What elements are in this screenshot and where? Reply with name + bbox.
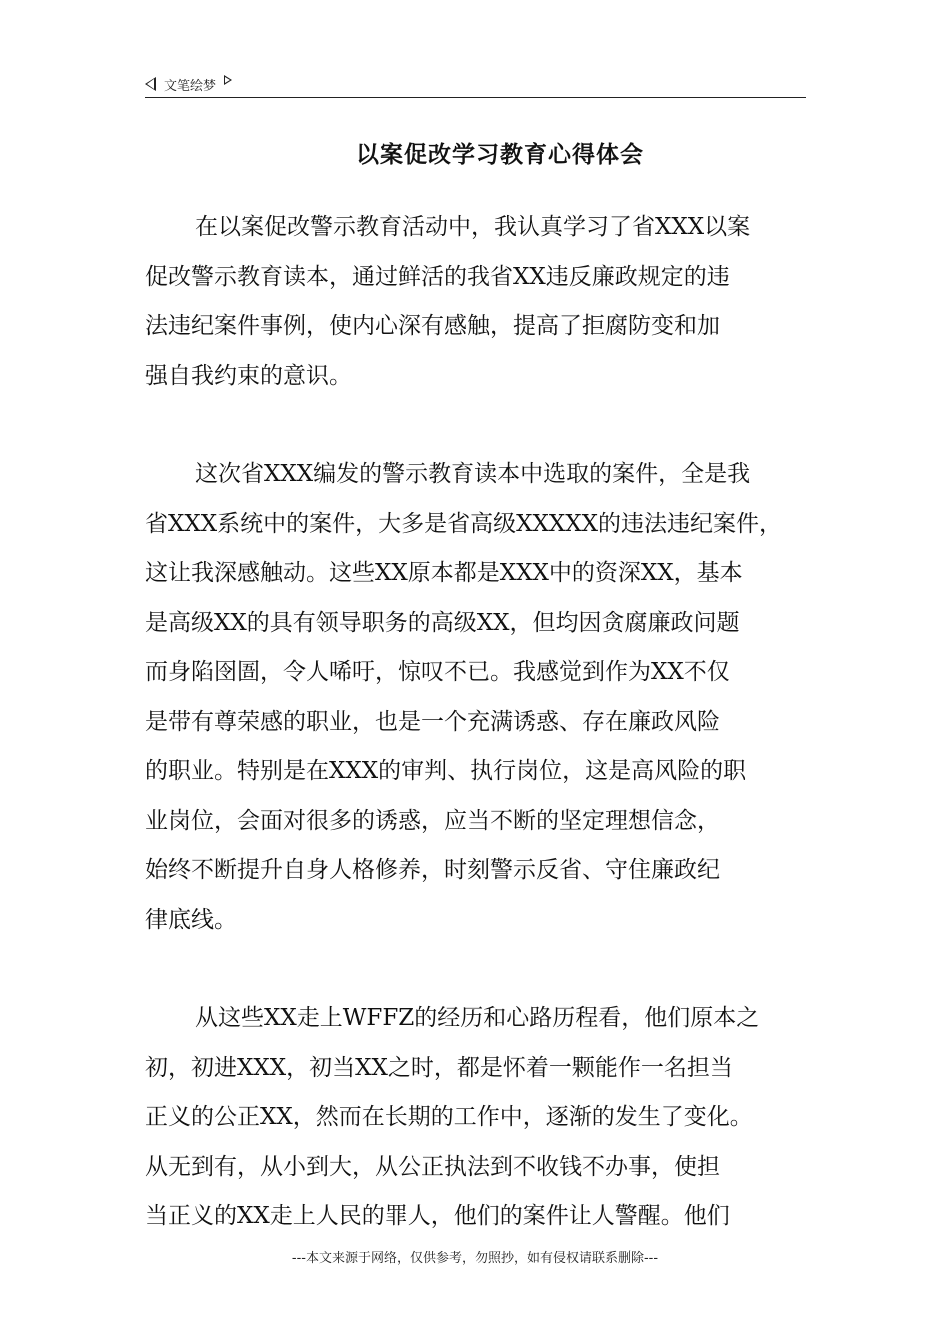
header-label: 文笔绘梦 — [164, 78, 217, 94]
triangle-left-icon — [145, 77, 156, 91]
text-line: 是高级XX的具有领导职务的高级XX，但均因贪腐廉政问题 — [145, 609, 740, 636]
page-header — [145, 74, 806, 98]
text-line: 法违纪案件事例，使内心深有感触，提高了拒腐防变和加 — [145, 313, 720, 339]
text-line: 在以案促改警示教育活动中，我认真学习了省XXX以案 — [195, 214, 751, 240]
text-line: 这次省XXX编发的警示教育读本中选取的案件，全是我 — [195, 461, 751, 487]
paragraph-3 — [145, 994, 815, 1242]
text-line: 省XXX系统中的案件，大多是省高级XXXXX的违法违纪案件， — [145, 510, 782, 537]
triangle-right-icon — [224, 75, 232, 85]
text-line: 促改警示教育读本，通过鲜活的我省XX违反廉政规定的违 — [145, 263, 730, 290]
text-line: 初，初进XXX，初当XX之时，都是怀着一颗能作一名担当 — [145, 1054, 733, 1081]
text-line: 这让我深感触动。这些XX原本都是XXX中的资深XX，基本 — [145, 560, 743, 586]
text-line: 强自我约束的意识。 — [145, 362, 352, 389]
text-line: 是带有尊荣感的职业，也是一个充满诱惑、存在廉政风险 — [145, 708, 720, 735]
text-line: 律底线。 — [145, 906, 237, 933]
text-line: 从无到有，从小到大，从公正执法到不收钱不办事，使担 — [145, 1153, 720, 1180]
text-line: 业岗位，会面对很多的诱惑，应当不断的坚定理想信念， — [145, 807, 720, 834]
text-line: 正义的公正XX，然而在长期的工作中，逐渐的发生了变化。 — [145, 1104, 753, 1130]
document-title: 以案促改学习教育心得体会 — [356, 142, 644, 168]
paragraph-2 — [145, 450, 815, 945]
paragraph-1 — [145, 203, 815, 401]
text-line: 始终不断提升自身人格修养，时刻警示反省、守住廉政纪 — [145, 857, 720, 883]
page-footer: ---本文来源于网络，仅供参考，勿照抄，如有侵权请联系删除--- — [291, 1251, 659, 1266]
text-line: 从这些XX走上WFFZ的经历和心路历程看，他们原本之 — [195, 1005, 760, 1031]
document-body — [145, 203, 815, 1291]
text-line: 当正义的XX走上人民的罪人，他们的案件让人警醒。他们 — [145, 1203, 730, 1229]
text-line: 而身陷囹圄，令人唏吁，惊叹不已。我感觉到作为XX不仅 — [145, 659, 730, 685]
text-line: 的职业。特别是在XXX的审判、执行岗位，这是高风险的职 — [145, 758, 747, 784]
